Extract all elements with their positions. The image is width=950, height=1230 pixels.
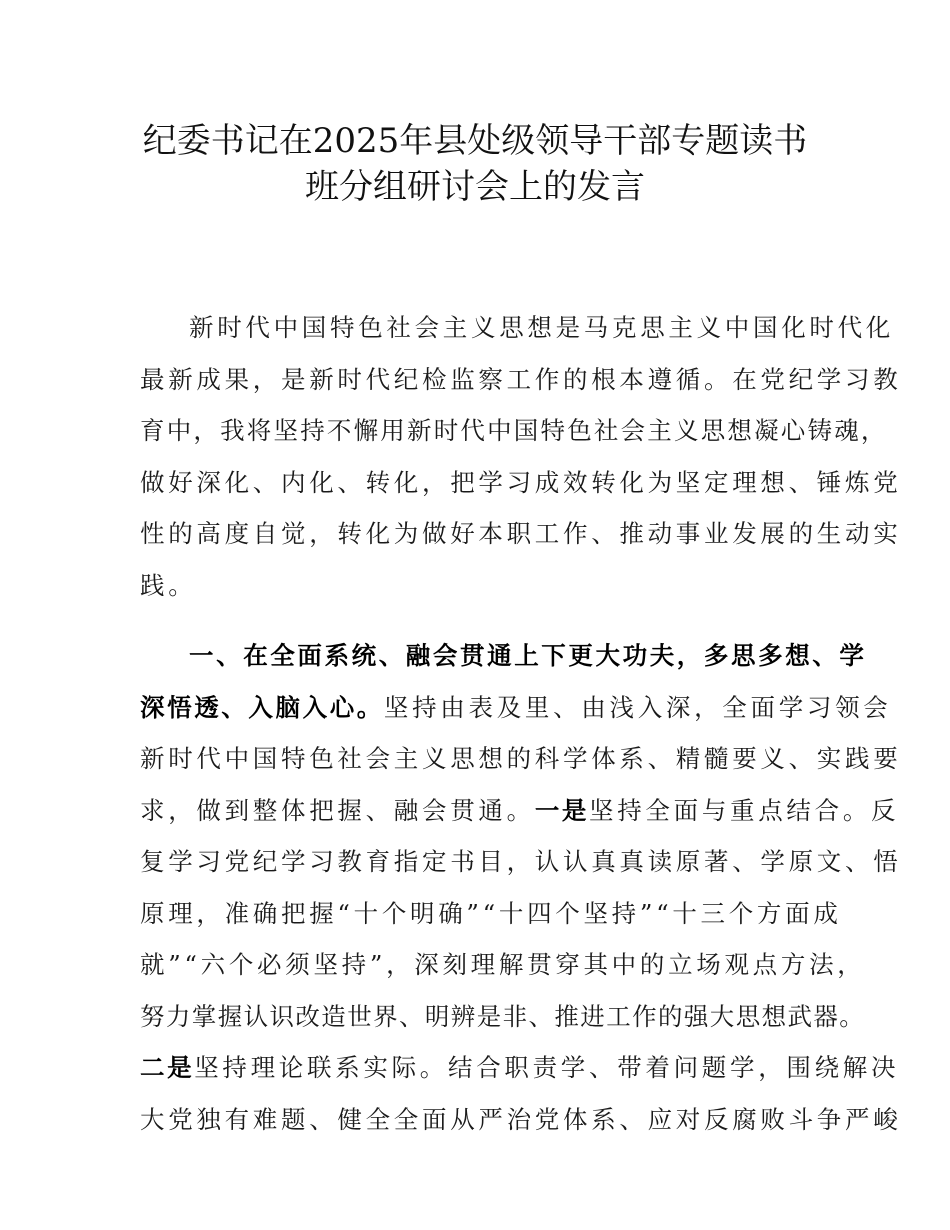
paragraph-line: 大党独有难题、健全全面从严治党体系、应对反腐败斗争严峻 [140, 1104, 902, 1134]
point-label-two: 二是 [140, 1053, 195, 1082]
paragraph-line [140, 785, 900, 837]
paragraph-line: 就”“六个必须坚持”，深刻理解贯穿其中的立场观点方法， [140, 950, 866, 979]
paragraph-line: 育中，我将坚持不懈用新时代中国特色社会主义思想凝心铸魂， [140, 416, 888, 445]
paragraph-line [140, 1042, 900, 1094]
paragraph-line: 原理，准确把握“十个明确”“十四个坚持”“十三个方面成 [140, 898, 842, 928]
document-title [120, 118, 830, 210]
paragraph-line: 努力掌握认识改造世界、明辨是非、推进工作的强大思想武器。 [140, 1001, 866, 1031]
point-label-one: 一是 [534, 795, 590, 825]
paragraph-line: 践。 [140, 570, 197, 600]
paragraph-text: 求，做到整体把握、融会贯通。 [140, 795, 535, 825]
paragraph-text: 坚持理论联系实际。结合职责学、带着问题学，围绕解决 [194, 1053, 900, 1082]
document-body [140, 302, 902, 1145]
title-line-2: 班分组研讨会上的发言 [305, 167, 645, 207]
paragraph-text: 坚持由表及里、由浅入深，全面学习领会 [383, 692, 892, 722]
paragraph-intro [140, 302, 902, 611]
paragraph-line: 新时代中国特色社会主义思想的科学体系、精髓要义、实践要 [140, 744, 902, 773]
paragraph-line: 新时代中国特色社会主义思想是马克思主义中国化时代化 [189, 313, 894, 342]
paragraph-section-one [140, 630, 902, 1145]
paragraph-line: 做好深化、内化、转化，把学习成效转化为坚定理想、锤炼党 [140, 467, 902, 497]
paragraph-spacer [140, 611, 826, 630]
title-line-1: 纪委书记在2025年县处级领导干部专题读书 [142, 121, 808, 161]
section-heading-continued: 深悟透、入脑入心。 [140, 692, 384, 722]
paragraph-text: 坚持全面与重点结合。反 [589, 795, 900, 825]
section-heading-line: 一、在全面系统、融会贯通上下更大功夫，多思多想、学 [189, 641, 867, 670]
paragraph-line [140, 682, 892, 734]
paragraph-line: 最新成果，是新时代纪检监察工作的根本遵循。在党纪学习教 [140, 364, 902, 394]
paragraph-line: 复学习党纪学习教育指定书目，认认真真读原著、学原文、悟 [140, 847, 902, 876]
paragraph-line: 性的高度自觉，转化为做好本职工作、推动事业发展的生动实 [140, 519, 902, 548]
